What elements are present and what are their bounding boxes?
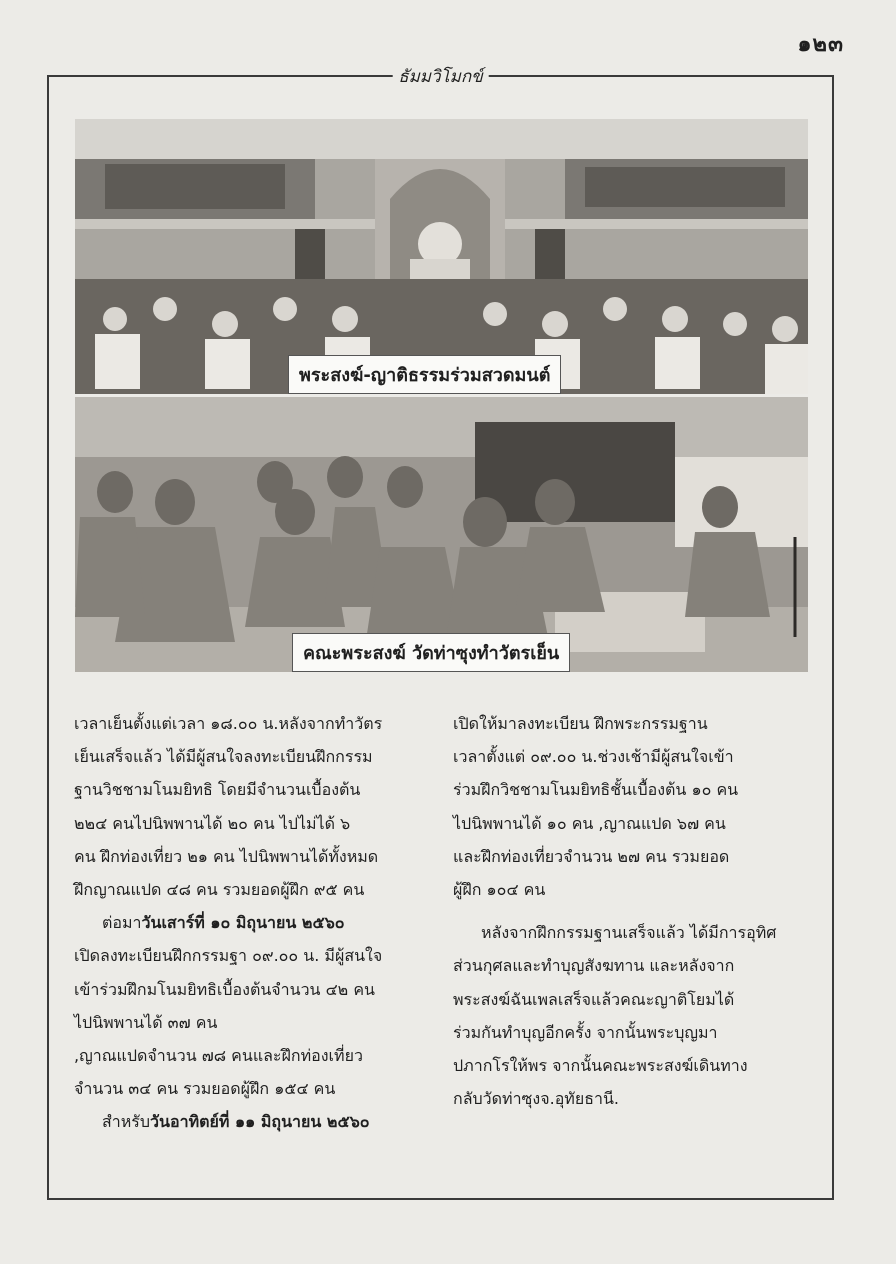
paragraph-line: เวลาตั้งแต่ ๐๙.๐๐ น.ช่วงเช้ามีผู้สนใจเข้า <box>453 747 734 767</box>
page-number: ๑๒๓ <box>797 32 844 57</box>
paragraph-line: กลับวัดท่าซุงจ.อุทัยธานี. <box>453 1089 619 1109</box>
sunday-date: วันอาทิตย์ที่ ๑๑ มิถุนายน ๒๕๖๐ <box>150 1112 370 1132</box>
paragraph-line: ร่วมกันทำบุญอีกครั้ง จากนั้นพระบุญมา <box>453 1022 718 1042</box>
paragraph-line: เวลาเย็นตั้งแต่เวลา ๑๘.๐๐ น.หลังจากทำวัตร <box>74 714 383 733</box>
sunday-prefix: สำหรับ <box>102 1112 151 1132</box>
paragraph-line: จำนวน ๓๔ คน รวมยอดผู้ฝึก ๑๕๔ คน <box>74 1079 336 1099</box>
photo-chanting-image <box>75 119 808 394</box>
paragraph-line: เข้าร่วมฝึกมโนมยิทธิเบื้องต้นจำนวน ๔๒ คน <box>74 979 375 999</box>
paragraph-line: เย็นเสร็จแล้ว ได้มีผู้สนใจลงทะเบียนฝึกกรรม <box>74 747 373 767</box>
saturday-date: วันเสาร์ที่ ๑๐ มิถุนายน ๒๕๖๐ <box>141 913 345 933</box>
saturday-heading-line <box>74 906 430 939</box>
paragraph-line: ฐานวิชชามโนมยิทธิ โดยมีจำนวนเบื้องต้น <box>74 780 361 800</box>
paragraph-line: หลังจากฝึกกรรมฐานเสร็จแล้ว ได้มีการอุทิศ <box>481 923 777 943</box>
paragraph-line: และฝึกท่องเที่ยวจำนวน ๒๗ คน รวมยอด <box>453 846 730 866</box>
article-left-column <box>74 707 430 1139</box>
content-frame <box>47 67 834 1200</box>
paragraph-line: ไปนิพพานได้ ๑๐ คน ,ญาณแปด ๖๗ คน <box>453 813 726 833</box>
photo-chanting <box>75 119 808 394</box>
paragraph-line: ฝึกญาณแปด ๔๘ คน รวมยอดผู้ฝึก ๙๕ คน <box>74 880 365 900</box>
paragraph-line: ส่วนกุศลและทำบุญสังฆทาน และหลังจาก <box>453 956 735 976</box>
paragraph-line: พระสงฆ์ฉันเพลเสร็จแล้วคณะญาติโยมได้ <box>453 989 735 1009</box>
header-title: ธัมมวิโมกข์ <box>392 63 489 90</box>
saturday-prefix: ต่อมา <box>102 913 142 933</box>
paragraph-line: ร่วมฝึกวิชชามโนมยิทธิชั้นเบื้องต้น ๑๐ คน <box>453 780 739 800</box>
photo-caption-monks: คณะพระสงฆ์ วัดท่าซุงทำวัตรเย็น <box>292 633 570 672</box>
paragraph-line: ไปนิพพานได้ ๓๗ คน <box>74 1012 218 1032</box>
article-right-column <box>453 707 809 1115</box>
paragraph-line: ,ญาณแปดจำนวน ๗๘ คนและฝึกท่องเที่ยว <box>74 1046 363 1066</box>
photo-monks-evening <box>75 397 808 672</box>
paragraph-line: ๒๒๔ คนไปนิพพานได้ ๒๐ คน ไปไม่ได้ ๖ <box>74 813 351 833</box>
paragraph-line: เปิดลงทะเบียนฝึกกรรมฐา ๐๙.๐๐ น. มีผู้สนใจ <box>74 946 383 966</box>
paragraph-line: ผู้ฝึก ๑๐๔ คน <box>453 880 546 900</box>
sunday-heading-line <box>74 1105 430 1138</box>
paragraph-line: เปิดให้มาลงทะเบียน ฝึกพระกรรมฐาน <box>453 714 708 733</box>
photo-monks-image <box>75 397 808 672</box>
photo-caption-chanting: พระสงฆ์-ญาติธรรมร่วมสวดมนต์ <box>288 355 561 394</box>
paragraph-line: ปภากโรให้พร จากนั้นคณะพระสงฆ์เดินทาง <box>453 1056 748 1076</box>
paragraph-line: คน ฝึกท่องเที่ยว ๒๑ คน ไปนิพพานได้ทั้งหมด <box>74 846 379 866</box>
